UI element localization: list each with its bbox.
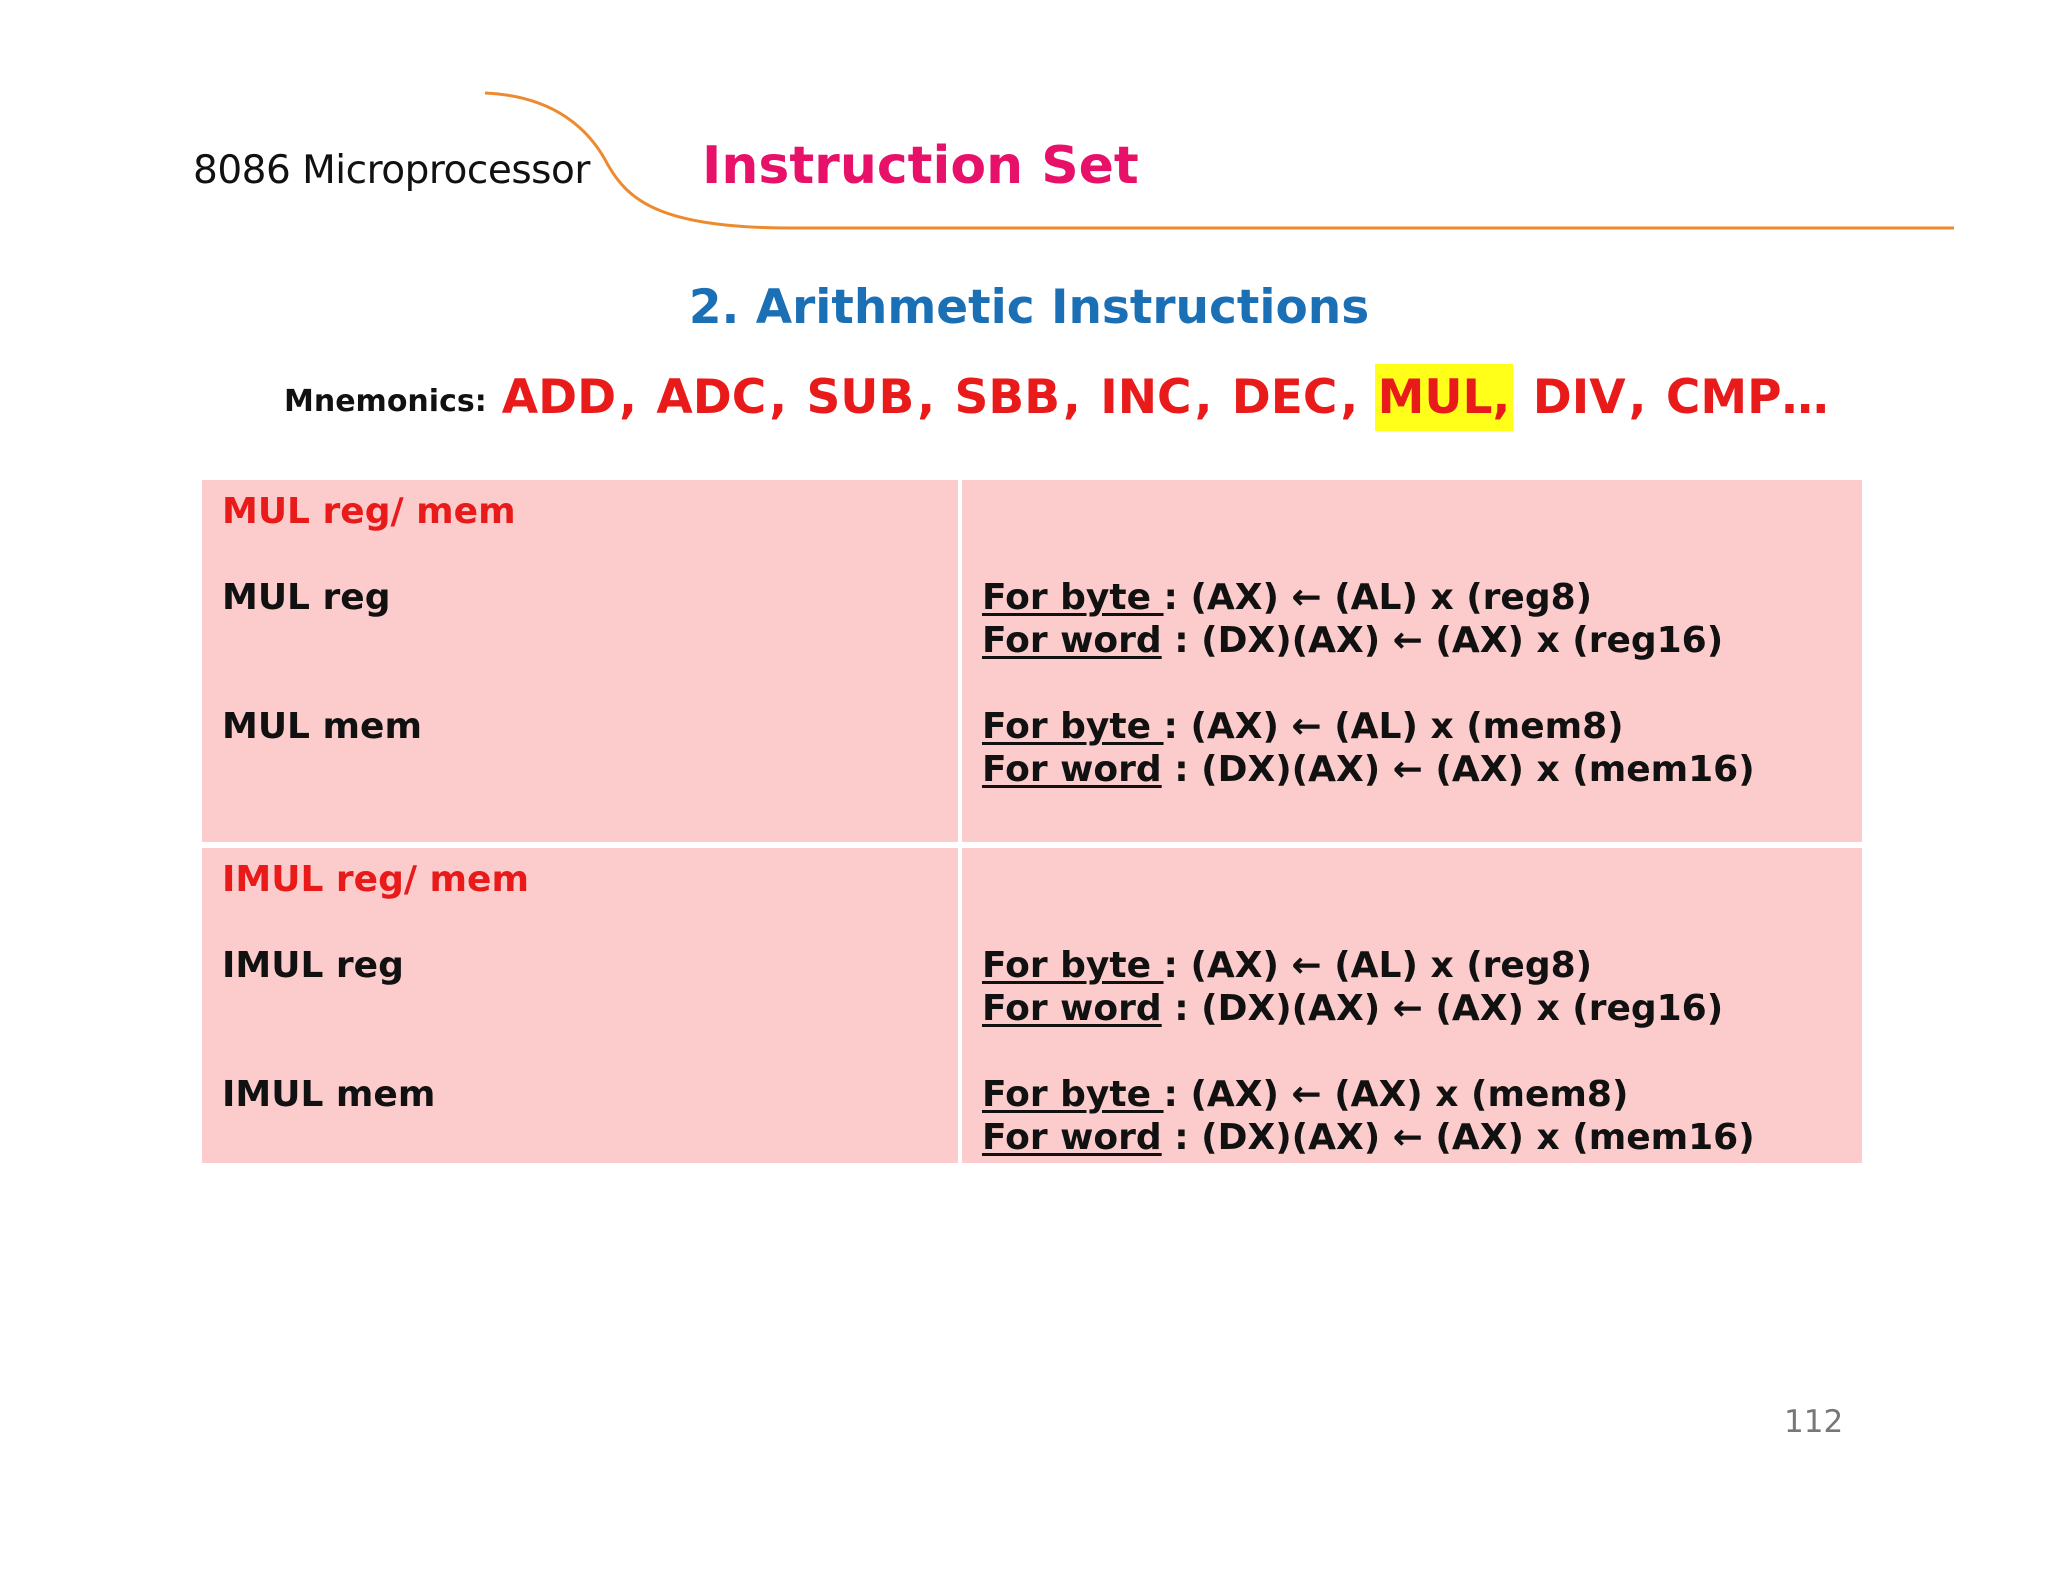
word-operation [982,619,1862,662]
mnemonic-cmp: CMP… [1665,369,1829,425]
byte-expression: : (AX) ← (AL) x (mem8) [1163,706,1624,747]
byte-expression: : (AX) ← (AL) x (reg8) [1163,945,1593,986]
instruction-table [202,480,1862,1163]
byte-operation [982,576,1862,619]
mnemonic-separator: , [1628,369,1663,425]
mnemonic-space [1513,370,1529,425]
mnemonic-mul: MUL [1377,369,1493,425]
operand-cell [202,848,958,1163]
byte-label: For byte [982,1074,1164,1115]
word-operation [982,1116,1862,1159]
word-operation [982,748,1862,791]
word-label: For word [982,1117,1162,1158]
mnemonic-mul-highlighted: MUL, [1375,364,1514,431]
instruction-heading: IMUL reg/ mem [222,859,529,900]
operation-cell [962,480,1862,842]
mnemonic-separator: , [619,369,654,425]
header-accent-curve [0,0,2048,260]
table-row [202,848,1862,1163]
operand-form: IMUL mem [222,1074,436,1115]
word-label: For word [982,988,1162,1029]
mnemonic-separator: , [769,369,804,425]
mnemonic-add: ADD [501,369,617,425]
mnemonic-separator: , [1063,369,1098,425]
instruction-heading: MUL reg/ mem [222,491,516,532]
word-operation [982,987,1862,1030]
operand-form: MUL mem [222,706,422,747]
byte-operation [982,705,1862,748]
mnemonic-div: DIV [1532,369,1626,425]
byte-expression: : (AX) ← (AX) x (mem8) [1163,1074,1629,1115]
word-label: For word [982,620,1162,661]
word-expression: : (DX)(AX) ← (AX) x (reg16) [1161,620,1724,661]
mnemonic-sbb: SBB [954,369,1061,425]
mnemonic-adc: ADC [656,369,767,425]
byte-label: For byte [982,945,1164,986]
section-heading: 2. Arithmetic Instructions [688,280,1370,335]
operation-cell [962,848,1862,1163]
word-expression: : (DX)(AX) ← (AX) x (reg16) [1161,988,1724,1029]
operand-form: IMUL reg [222,945,404,986]
slide-title: Instruction Set [702,136,1139,196]
mnemonic-separator: , [1340,369,1375,425]
table-row [202,480,1862,842]
mnemonics-line [284,362,1832,432]
course-subject: 8086 Microprocessor [193,148,590,193]
mnemonics-list [499,364,1832,431]
mnemonic-inc: INC [1100,369,1192,425]
word-expression: : (DX)(AX) ← (AX) x (mem16) [1161,749,1755,790]
mnemonic-dec: DEC [1231,369,1338,425]
word-label: For word [982,749,1162,790]
word-expression: : (DX)(AX) ← (AX) x (mem16) [1161,1117,1755,1158]
byte-expression: : (AX) ← (AL) x (reg8) [1163,577,1593,618]
byte-operation [982,944,1862,987]
byte-operation [982,1073,1862,1116]
mnemonic-separator: , [1194,369,1229,425]
mnemonics-label: Mnemonics: [284,383,487,419]
mnemonic-separator: , [917,369,952,425]
byte-label: For byte [982,706,1164,747]
byte-label: For byte [982,577,1164,618]
page-number: 112 [1784,1404,1844,1440]
operand-form: MUL reg [222,577,391,618]
mnemonic-sub: SUB [806,369,915,425]
operand-cell [202,480,958,842]
